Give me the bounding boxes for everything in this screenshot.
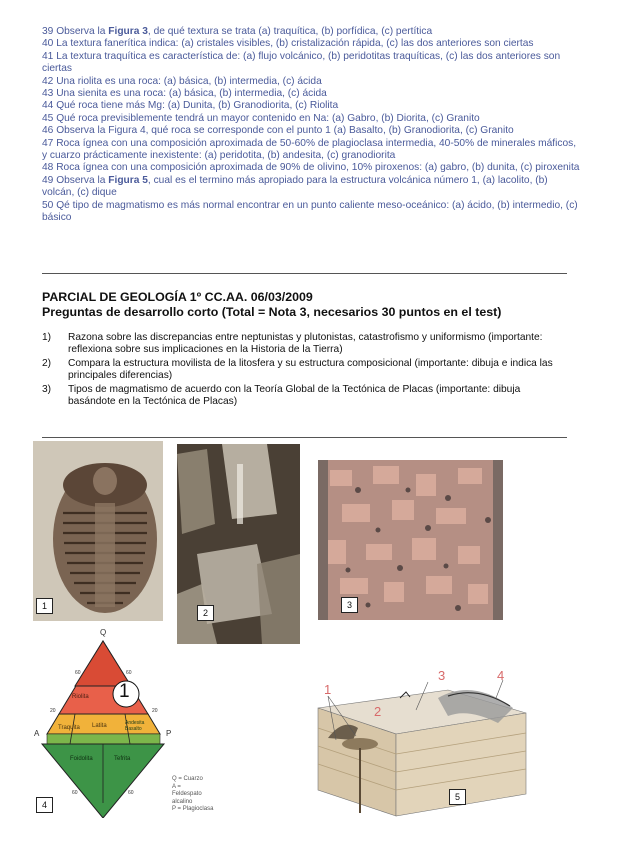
figure-label: 2 [197, 605, 214, 621]
volcanic-block-diagram [298, 668, 538, 818]
vertex-q: Q [100, 628, 107, 637]
structure-label: 1 [324, 682, 332, 697]
question-item: 42 Una riolita es una roca: (a) básica, (b) intermedia, (c) ácida [42, 75, 322, 87]
field-riolita: Riolita [72, 694, 89, 700]
question-item: 49 Observa la Figura 5, cual es el termino más apropiado para la estructura volcánica número 1, (a) lacolito, (b) volcán, (c) dique [42, 174, 548, 199]
exam-title: PARCIAL DE GEOLOGÍA 1º CC.AA. 06/03/2009 [42, 290, 313, 304]
figure-label: 3 [341, 597, 358, 613]
figure-label: 4 [36, 797, 53, 813]
tick-label: 60 [126, 670, 132, 676]
short-question: 2) Compara la estructura movilista de la litosfera y su estructura composicional (importante: dibuja e indica las principales diferencias) [42, 357, 553, 382]
field-foidolita: Foidolita [70, 756, 93, 762]
field-latita: Latita [92, 723, 107, 729]
diagram-legend: Q = Cuarzo A = Feldespato alcalino P = Plagioclasa [172, 776, 214, 812]
figure-label: 1 [36, 598, 53, 614]
structure-label: 4 [497, 668, 505, 683]
crystals-photo [177, 444, 300, 644]
question-item: 43 Una sienita es una roca: (a) básica, (b) intermedia, (c) ácida [42, 88, 327, 100]
short-question: 3) Tipos de magmatismo de acuerdo con la Teoría Global de la Tectónica de Placas (importante: dibuja basándote en la Tectónica de Placas) [42, 383, 521, 408]
tick-label: 60 [72, 790, 78, 796]
exam-subtitle: Preguntas de desarrollo corto (Total = Nota 3, necesarios 30 puntos en el test) [42, 305, 502, 319]
structure-label: 3 [438, 668, 446, 683]
figure-label: 5 [449, 789, 466, 805]
question-list [42, 26, 582, 225]
question-item: 41 La textura traquítica es característica de: (a) flujo volcánico, (b) peridotitas traquíticas, (c) las dos anteriores son ciertas [42, 50, 561, 75]
question-item: 47 Roca ígnea con una composición aproximada de 50-60% de plagioclasa intermedia, 40-50% de minerales máficos, y cuarzo prácticamente inexistente: (a) peridotita, (b) andesita, (c) granodiorita [42, 137, 577, 162]
trilobite-photo [33, 441, 163, 621]
tick-label: 60 [75, 670, 81, 676]
question-item: 40 La textura fanerítica indica: (a) cristales visibles, (b) cristalización rápida, (c) las dos anteriores son ciertas [42, 38, 534, 50]
field-tefrita: Tefrita [114, 756, 131, 762]
short-question: 1) Razona sobre las discrepancias entre neptunistas y plutonistas, catastrofismo y uniformismo (importante: reflexiona sobre sus implicaciones en la Historia de la Tierra) [42, 332, 543, 356]
field-andesita: Andesita Basalto [125, 720, 145, 732]
question-item: 48 Roca ígnea con una composición aproximada de 90% de olivino, 10% piroxenos: (a) gabro, (b) dunita, (c) piroxenita [42, 162, 580, 174]
field-traquita: Traquita [58, 725, 80, 731]
question-item: 46 Observa la Figura 4, qué roca se corresponde con el punto 1 (a) Basalto, (b) Granodiorita, (c) Granito [42, 125, 514, 137]
question-item: 50 Qé tipo de magmatismo es más normal encontrar en un punto caliente meso-oceánico: (a) ácido, (b) intermedio, (c) básico [42, 199, 578, 224]
question-item: 45 Qué roca previsiblemente tendrá un mayor contenido en Na: (a) Gabro, (b) Diorita, (c) Granito [42, 112, 480, 124]
tick-label: 20 [152, 708, 158, 714]
divider [42, 273, 567, 274]
vertex-p: P [166, 729, 172, 738]
granite-photo [318, 460, 503, 620]
structure-label: 2 [374, 704, 382, 719]
tick-label: 60 [128, 790, 134, 796]
vertex-a: A [34, 729, 40, 738]
qap-diagram [30, 628, 180, 818]
question-item: 44 Qué roca tiene más Mg: (a) Dunita, (b) Granodiorita, (c) Riolita [42, 100, 339, 112]
tick-label: 20 [50, 708, 56, 714]
question-item: 39 Observa la Figura 3, de qué textura se trata (a) traquítica, (b) porfídica, (c) pertítica [42, 26, 433, 37]
short-questions [42, 332, 567, 409]
divider [42, 437, 567, 438]
point-marker: 1 [119, 681, 130, 702]
